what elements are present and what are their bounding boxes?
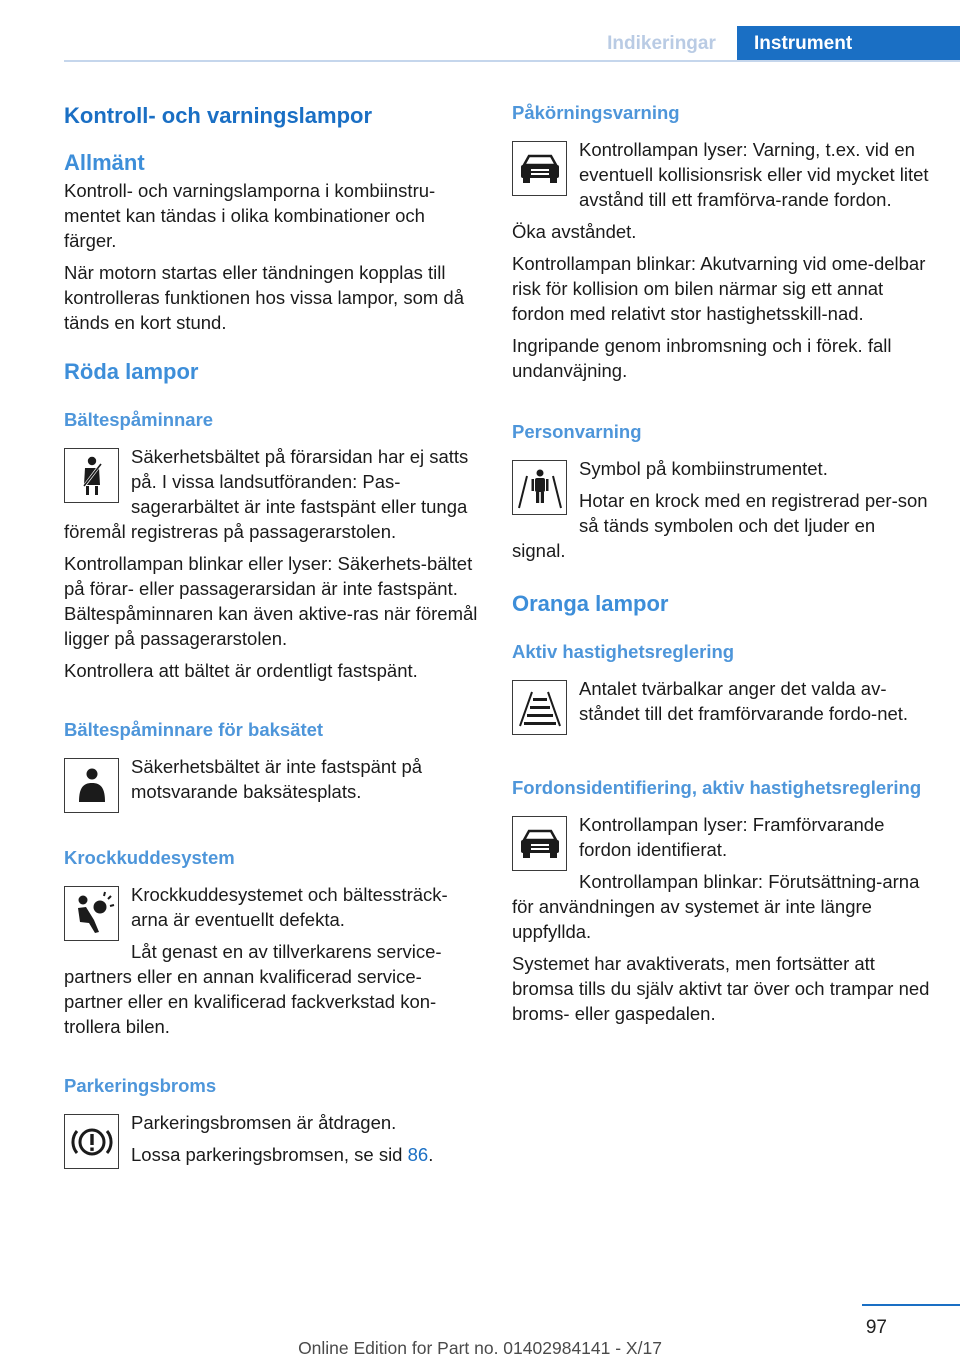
car-front-icon [512, 816, 567, 871]
person-warning-entry [512, 456, 932, 563]
general-paragraph-1: Kontroll- och varningslamporna i kombiinstru-mentet kan tändas i olika kombinationer och färger. [64, 180, 436, 251]
acc-paragraph-1: Antalet tvärbalkar anger det valda av-ståndet till det framförvarande fordo-net. [579, 678, 909, 724]
vehicle-detection-entry [512, 812, 932, 944]
page-number: 97 [865, 1317, 887, 1338]
acc-heading: Aktiv hastighetsreglering [512, 641, 735, 662]
general-heading: Allmänt [64, 150, 145, 175]
right-column [512, 100, 932, 1026]
collision-warning-paragraph-2: Öka avståndet. [512, 221, 637, 242]
parking-brake-entry [64, 1110, 479, 1167]
footer-edition: Online Edition for Part no. 01402984141 - X/17 [298, 1338, 662, 1358]
belt-reminder-paragraph-2: Kontrollampan blinkar eller lyser: Säkerhets-bältet på förar- eller passagerarsidan är inte fastspänt. Bältespåminnaren kan även aktive-ras när föremål ligger på passagerarstolen. [64, 553, 478, 649]
header-tab-chapter: Instrument [737, 26, 960, 61]
collision-warning-paragraph-1: Kontrollampan lyser: Varning, t.ex. vid en eventuell kollisionsrisk eller vid mycket litet avstånd till ett framförva-rande fordon. [579, 139, 929, 210]
parking-brake-paragraph-2 [64, 1142, 479, 1167]
left-column [64, 100, 479, 1169]
collision-warning-paragraph-4: Ingripande genom inbromsning och i förek. fall undanväjning. [512, 335, 892, 381]
pedestrian-warning-icon [512, 460, 567, 515]
seatbelt-warning-icon [64, 448, 119, 503]
parking-brake-icon [64, 1114, 119, 1169]
collision-warning-heading: Påkörningsvarning [512, 102, 680, 123]
person-warning-heading: Personvarning [512, 421, 642, 442]
person-warning-paragraph-1: Symbol på kombiinstrumentet. [579, 458, 828, 479]
acc-entry [512, 676, 932, 726]
belt-reminder-paragraph-3: Kontrollera att bältet är ordentligt fastspänt. [64, 660, 418, 681]
header-tab-section: Indikeringar [607, 33, 716, 54]
collision-warning-paragraph-3: Kontrollampan blinkar: Akutvarning vid ome-delbar risk för kollision om bilen närmar sig ett annat fordon med relativt stor hastighetsskill-nad. [512, 253, 926, 324]
parking-brake-text: Lossa parkeringsbromsen, se sid [131, 1144, 408, 1165]
collision-warning-entry [512, 137, 932, 212]
rear-belt-entry [64, 754, 479, 804]
belt-reminder-paragraph-1: Säkerhetsbältet på förarsidan har ej satts på. I vissa landsutföranden: Pas-sagerarbältet är inte fastspänt eller tunga föremål registreras på passagerarstolen. [64, 446, 469, 542]
orange-lamps-heading: Oranga lampor [512, 591, 669, 616]
airbag-paragraph-2: Låt genast en av tillverkarens service-partners eller en annan kvalificerad service-partner eller en kvalificerad fackverkstad kon-trollera bilen. [64, 941, 442, 1037]
airbag-paragraph-1: Krockkuddesystemet och bältessträck-arna är eventuellt defekta. [131, 884, 448, 930]
airbag-entry [64, 882, 479, 1039]
rear-belt-heading: Bältespåminnare för baksätet [64, 719, 324, 740]
header-rule [64, 60, 960, 62]
distance-bars-icon [512, 680, 567, 735]
parking-brake-period: . [428, 1144, 434, 1165]
general-paragraph-2: När motorn startas eller tändningen kopplas till kontrolleras funktionen hos vissa lampor, som då tänds en kort stund. [64, 262, 465, 333]
parking-brake-paragraph-1: Parkeringsbromsen är åtdragen. [131, 1112, 397, 1133]
page-title: Kontroll- och varningslampor [64, 103, 373, 128]
person-warning-paragraph-2: Hotar en krock med en registrerad per-son så tänds symbolen och det ljuder en signal. [512, 490, 928, 561]
page-number-rule [862, 1304, 960, 1306]
airbag-icon [64, 886, 119, 941]
rear-seat-person-icon [64, 758, 119, 813]
red-lamps-heading: Röda lampor [64, 359, 199, 384]
belt-reminder-entry [64, 444, 479, 544]
vehicle-detection-heading: Fordonsidentifiering, aktiv hastighetsreglering [512, 777, 922, 798]
parking-brake-heading: Parkeringsbroms [64, 1075, 217, 1096]
vehicle-detection-paragraph-2: Kontrollampan blinkar: Förutsättning-arna för användningen av systemet är inte längre uppfyllda. [512, 871, 920, 942]
belt-reminder-heading: Bältespåminnare [64, 409, 214, 430]
vehicle-detection-paragraph-3: Systemet har avaktiverats, men fortsätter att bromsa tills du själv aktivt tar över och trampar ned broms- eller gaspedalen. [512, 953, 930, 1024]
page-reference-link[interactable]: 86 [407, 1144, 429, 1165]
vehicle-detection-paragraph-1: Kontrollampan lyser: Framförvarande fordon identifierat. [579, 814, 885, 860]
rear-belt-paragraph-1: Säkerhetsbältet är inte fastspänt på motsvarande baksätesplats. [131, 756, 423, 802]
airbag-heading: Krockkuddesystem [64, 847, 235, 868]
car-front-icon [512, 141, 567, 196]
